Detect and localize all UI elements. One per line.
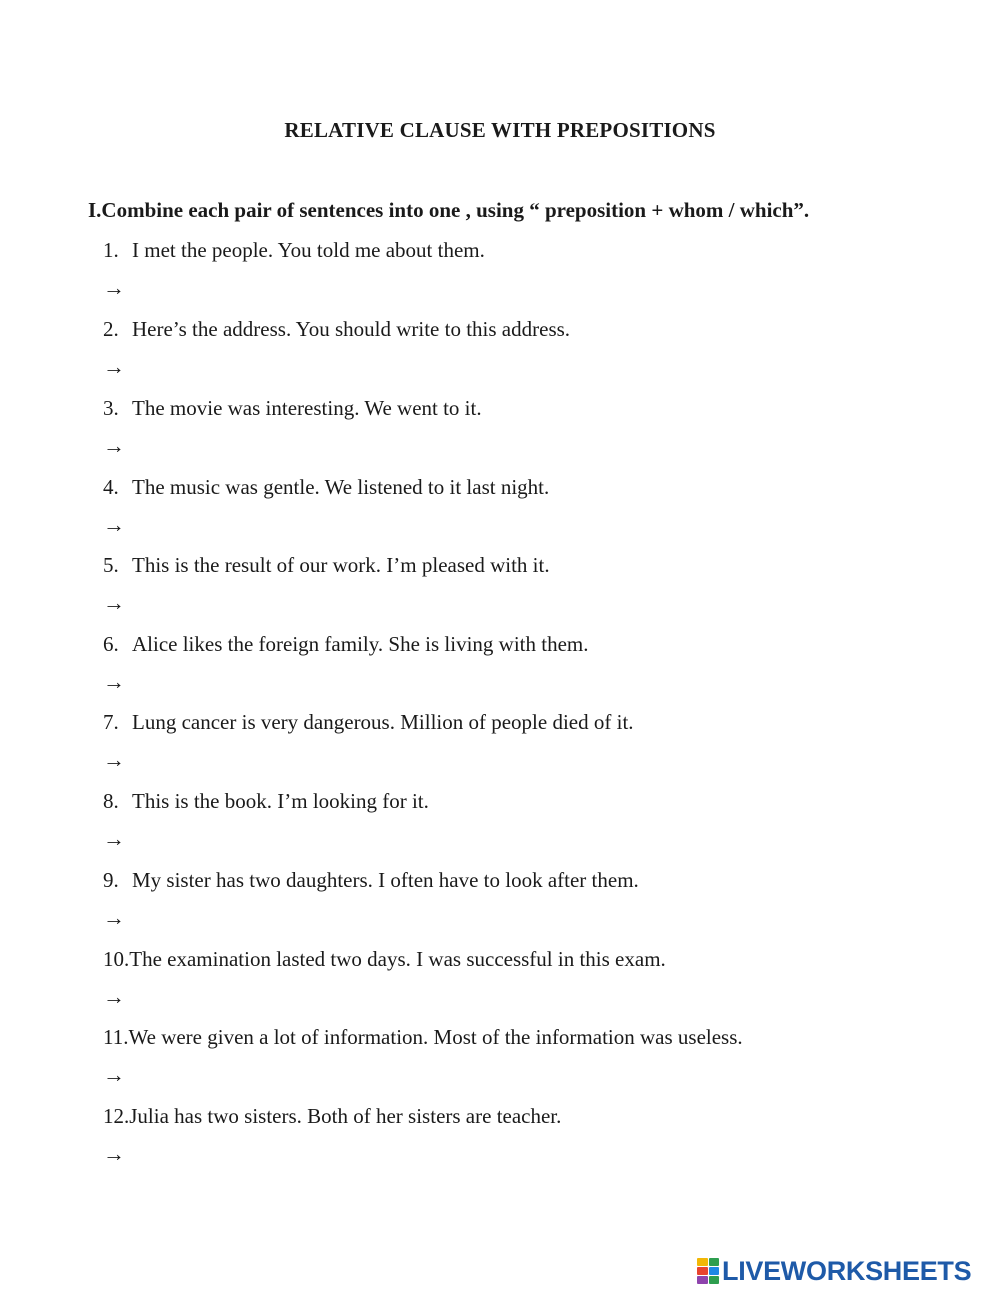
liveworksheets-brand[interactable] — [697, 1255, 971, 1287]
question-text: Lung cancer is very dangerous. Million of people died of it. — [132, 710, 634, 734]
answer-arrow[interactable]: → — [103, 1062, 125, 1087]
question-text: The music was gentle. We listened to it last night. — [132, 475, 550, 499]
exercise-item — [103, 789, 963, 859]
exercise-item — [103, 553, 963, 623]
question-number: 10. — [103, 947, 130, 971]
answer-arrow[interactable]: → — [103, 512, 125, 537]
question-line — [103, 553, 550, 577]
exercise-item — [103, 868, 963, 938]
question-line — [103, 396, 482, 420]
question-line — [103, 947, 666, 971]
answer-arrow[interactable]: → — [103, 433, 125, 458]
answer-arrow[interactable]: → — [103, 275, 125, 300]
question-line — [103, 317, 570, 341]
answer-arrow[interactable]: → — [103, 354, 125, 379]
question-text: Alice likes the foreign family. She is living with them. — [132, 632, 589, 656]
page-title: RELATIVE CLAUSE WITH PREPOSITIONS — [284, 118, 716, 142]
exercise-item — [103, 1025, 963, 1095]
question-number: 9. — [103, 868, 119, 892]
liveworksheets-logo-icon — [697, 1258, 719, 1284]
question-text: The examination lasted two days. I was successful in this exam. — [129, 947, 666, 971]
exercise-item — [103, 238, 963, 308]
answer-arrow[interactable]: → — [103, 669, 125, 694]
question-text: Julia has two sisters. Both of her sisters are teacher. — [129, 1104, 562, 1128]
exercise-item — [103, 475, 963, 545]
question-text: The movie was interesting. We went to it. — [132, 396, 482, 420]
exercise-instruction: I.Combine each pair of sentences into one , using “ preposition + whom / which”. — [88, 198, 810, 222]
exercise-item — [103, 710, 963, 780]
question-text: I met the people. You told me about them. — [132, 238, 485, 262]
question-number: 1. — [103, 238, 119, 262]
question-number: 6. — [103, 632, 119, 656]
question-line — [103, 789, 429, 813]
question-text: Here’s the address. You should write to this address. — [132, 317, 571, 341]
question-text: This is the book. I’m looking for it. — [132, 789, 429, 813]
answer-arrow[interactable]: → — [103, 905, 125, 930]
question-number: 4. — [103, 475, 119, 499]
question-line — [103, 1104, 561, 1128]
question-number: 8. — [103, 789, 119, 813]
answer-arrow[interactable]: → — [103, 1141, 125, 1166]
exercise-item — [103, 1104, 963, 1174]
question-text: We were given a lot of information. Most of the information was useless. — [128, 1025, 743, 1049]
question-number: 12. — [103, 1104, 130, 1128]
question-line — [103, 868, 639, 892]
answer-arrow[interactable]: → — [103, 747, 125, 772]
question-number: 5. — [103, 553, 119, 577]
question-number: 3. — [103, 396, 119, 420]
answer-arrow[interactable]: → — [103, 826, 125, 851]
question-text: My sister has two daughters. I often have to look after them. — [132, 868, 639, 892]
question-line — [103, 632, 588, 656]
exercise-item — [103, 396, 963, 466]
question-line — [103, 1025, 743, 1049]
exercise-item — [103, 947, 963, 1017]
question-line — [103, 710, 634, 734]
question-number: 11. — [103, 1025, 129, 1049]
answer-arrow[interactable]: → — [103, 590, 125, 615]
brand-name: LIVEWORKSHEETS — [722, 1256, 972, 1286]
answer-arrow[interactable]: → — [103, 984, 125, 1009]
question-line — [103, 475, 549, 499]
question-number: 7. — [103, 710, 119, 734]
exercise-item — [103, 317, 963, 387]
question-number: 2. — [103, 317, 119, 341]
exercise-item — [103, 632, 963, 702]
question-text: This is the result of our work. I’m pleased with it. — [132, 553, 550, 577]
question-line — [103, 238, 485, 262]
